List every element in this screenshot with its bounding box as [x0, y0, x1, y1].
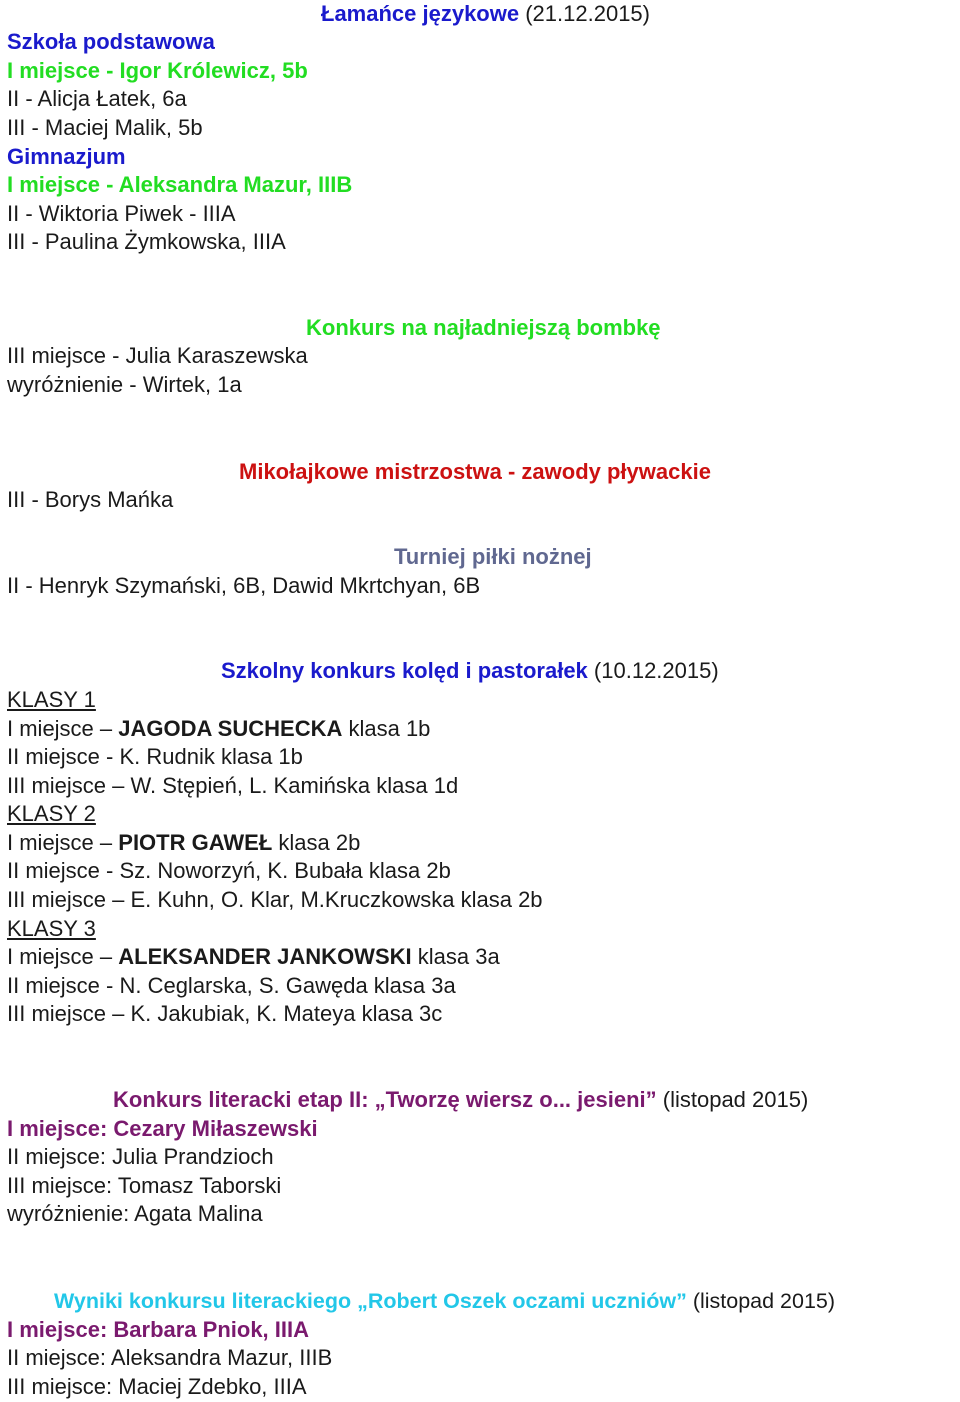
- result-line: I miejsce: Barbara Pniok, IIIA: [7, 1317, 310, 1342]
- result-line: II miejsce: Aleksandra Mazur, IIIB: [7, 1345, 333, 1370]
- category-primary: Szkoła podstawowa: [7, 29, 215, 54]
- section-heading-lamance: [321, 0, 650, 28]
- result-line: I miejsce - Igor Królewicz, 5b: [7, 58, 308, 83]
- result-line: II miejsce - K. Rudnik klasa 1b: [7, 744, 303, 769]
- result-line: III miejsce - Julia Karaszewska: [7, 343, 308, 368]
- section-date: (listopad 2015): [662, 1087, 809, 1112]
- class-label: klasa 2b: [272, 830, 361, 855]
- result-line: III miejsce – E. Kuhn, O. Klar, M.Kruczkowska klasa 2b: [7, 887, 543, 912]
- result-line: II miejsce - Sz. Noworzyń, K. Bubała klasa 2b: [7, 858, 451, 883]
- section-heading-pilka: Turniej piłki nożnej: [394, 544, 592, 569]
- section-heading-plywanie: Mikołajkowe mistrzostwa - zawody pływackie: [239, 459, 711, 484]
- section-heading-literacki: [113, 1086, 808, 1114]
- result-line: I miejsce - Aleksandra Mazur, IIIB: [7, 172, 353, 197]
- place-label: I miejsce –: [7, 716, 119, 741]
- section-heading-oszek: [54, 1287, 835, 1315]
- result-line: [7, 829, 360, 857]
- result-line: II - Wiktoria Piwek - IIIA: [7, 201, 236, 226]
- result-line: II - Alicja Łatek, 6a: [7, 86, 187, 111]
- result-line: II - Henryk Szymański, 6B, Dawid Mkrtchyan, 6B: [7, 573, 481, 598]
- result-line: II miejsce: Julia Prandzioch: [7, 1144, 274, 1169]
- result-line: wyróżnienie - Wirtek, 1a: [7, 372, 242, 397]
- result-line: I miejsce: Cezary Miłaszewski: [7, 1116, 318, 1141]
- class-group-heading: KLASY 1: [7, 687, 96, 712]
- result-line: [7, 715, 430, 743]
- result-line: II miejsce - N. Ceglarska, S. Gawęda klasa 3a: [7, 973, 456, 998]
- section-heading-koledy: [221, 657, 719, 685]
- section-title: Łamańce językowe: [321, 1, 520, 26]
- result-line: III miejsce – K. Jakubiak, K. Mateya klasa 3c: [7, 1001, 443, 1026]
- class-group-heading: KLASY 3: [7, 916, 96, 941]
- result-line: wyróżnienie: Agata Malina: [7, 1201, 263, 1226]
- result-line: III miejsce: Maciej Zdebko, IIIA: [7, 1374, 307, 1399]
- result-line: III - Paulina Żymkowska, IIIA: [7, 229, 286, 254]
- result-line: III miejsce: Tomasz Taborski: [7, 1173, 282, 1198]
- class-label: klasa 3a: [411, 944, 500, 969]
- section-date: (10.12.2015): [593, 658, 719, 683]
- result-line: [7, 943, 500, 971]
- place-label: I miejsce –: [7, 944, 119, 969]
- class-group-heading: KLASY 2: [7, 801, 96, 826]
- section-title: Konkurs literacki etap II: „Tworzę wiersz o... jesieni”: [113, 1087, 657, 1112]
- section-title: Wyniki konkursu literackiego „Robert Oszek oczami uczniów”: [54, 1289, 687, 1313]
- section-date: (listopad 2015): [692, 1289, 836, 1313]
- section-date: (21.12.2015): [525, 1, 650, 26]
- winner-name: PIOTR GAWEŁ: [118, 830, 273, 855]
- result-line: III - Maciej Malik, 5b: [7, 115, 203, 140]
- section-title: Szkolny konkurs kolęd i pastorałek: [221, 658, 588, 683]
- class-label: klasa 1b: [342, 716, 431, 741]
- category-gym: Gimnazjum: [7, 144, 126, 169]
- result-line: III miejsce – W. Stępień, L. Kamińska klasa 1d: [7, 773, 459, 798]
- section-heading-bombka: Konkurs na najładniejszą bombkę: [306, 315, 661, 340]
- winner-name: JAGODA SUCHECKA: [118, 716, 343, 741]
- winner-name: ALEKSANDER JANKOWSKI: [118, 944, 412, 969]
- place-label: I miejsce –: [7, 830, 119, 855]
- result-line: III - Borys Mańka: [7, 487, 174, 512]
